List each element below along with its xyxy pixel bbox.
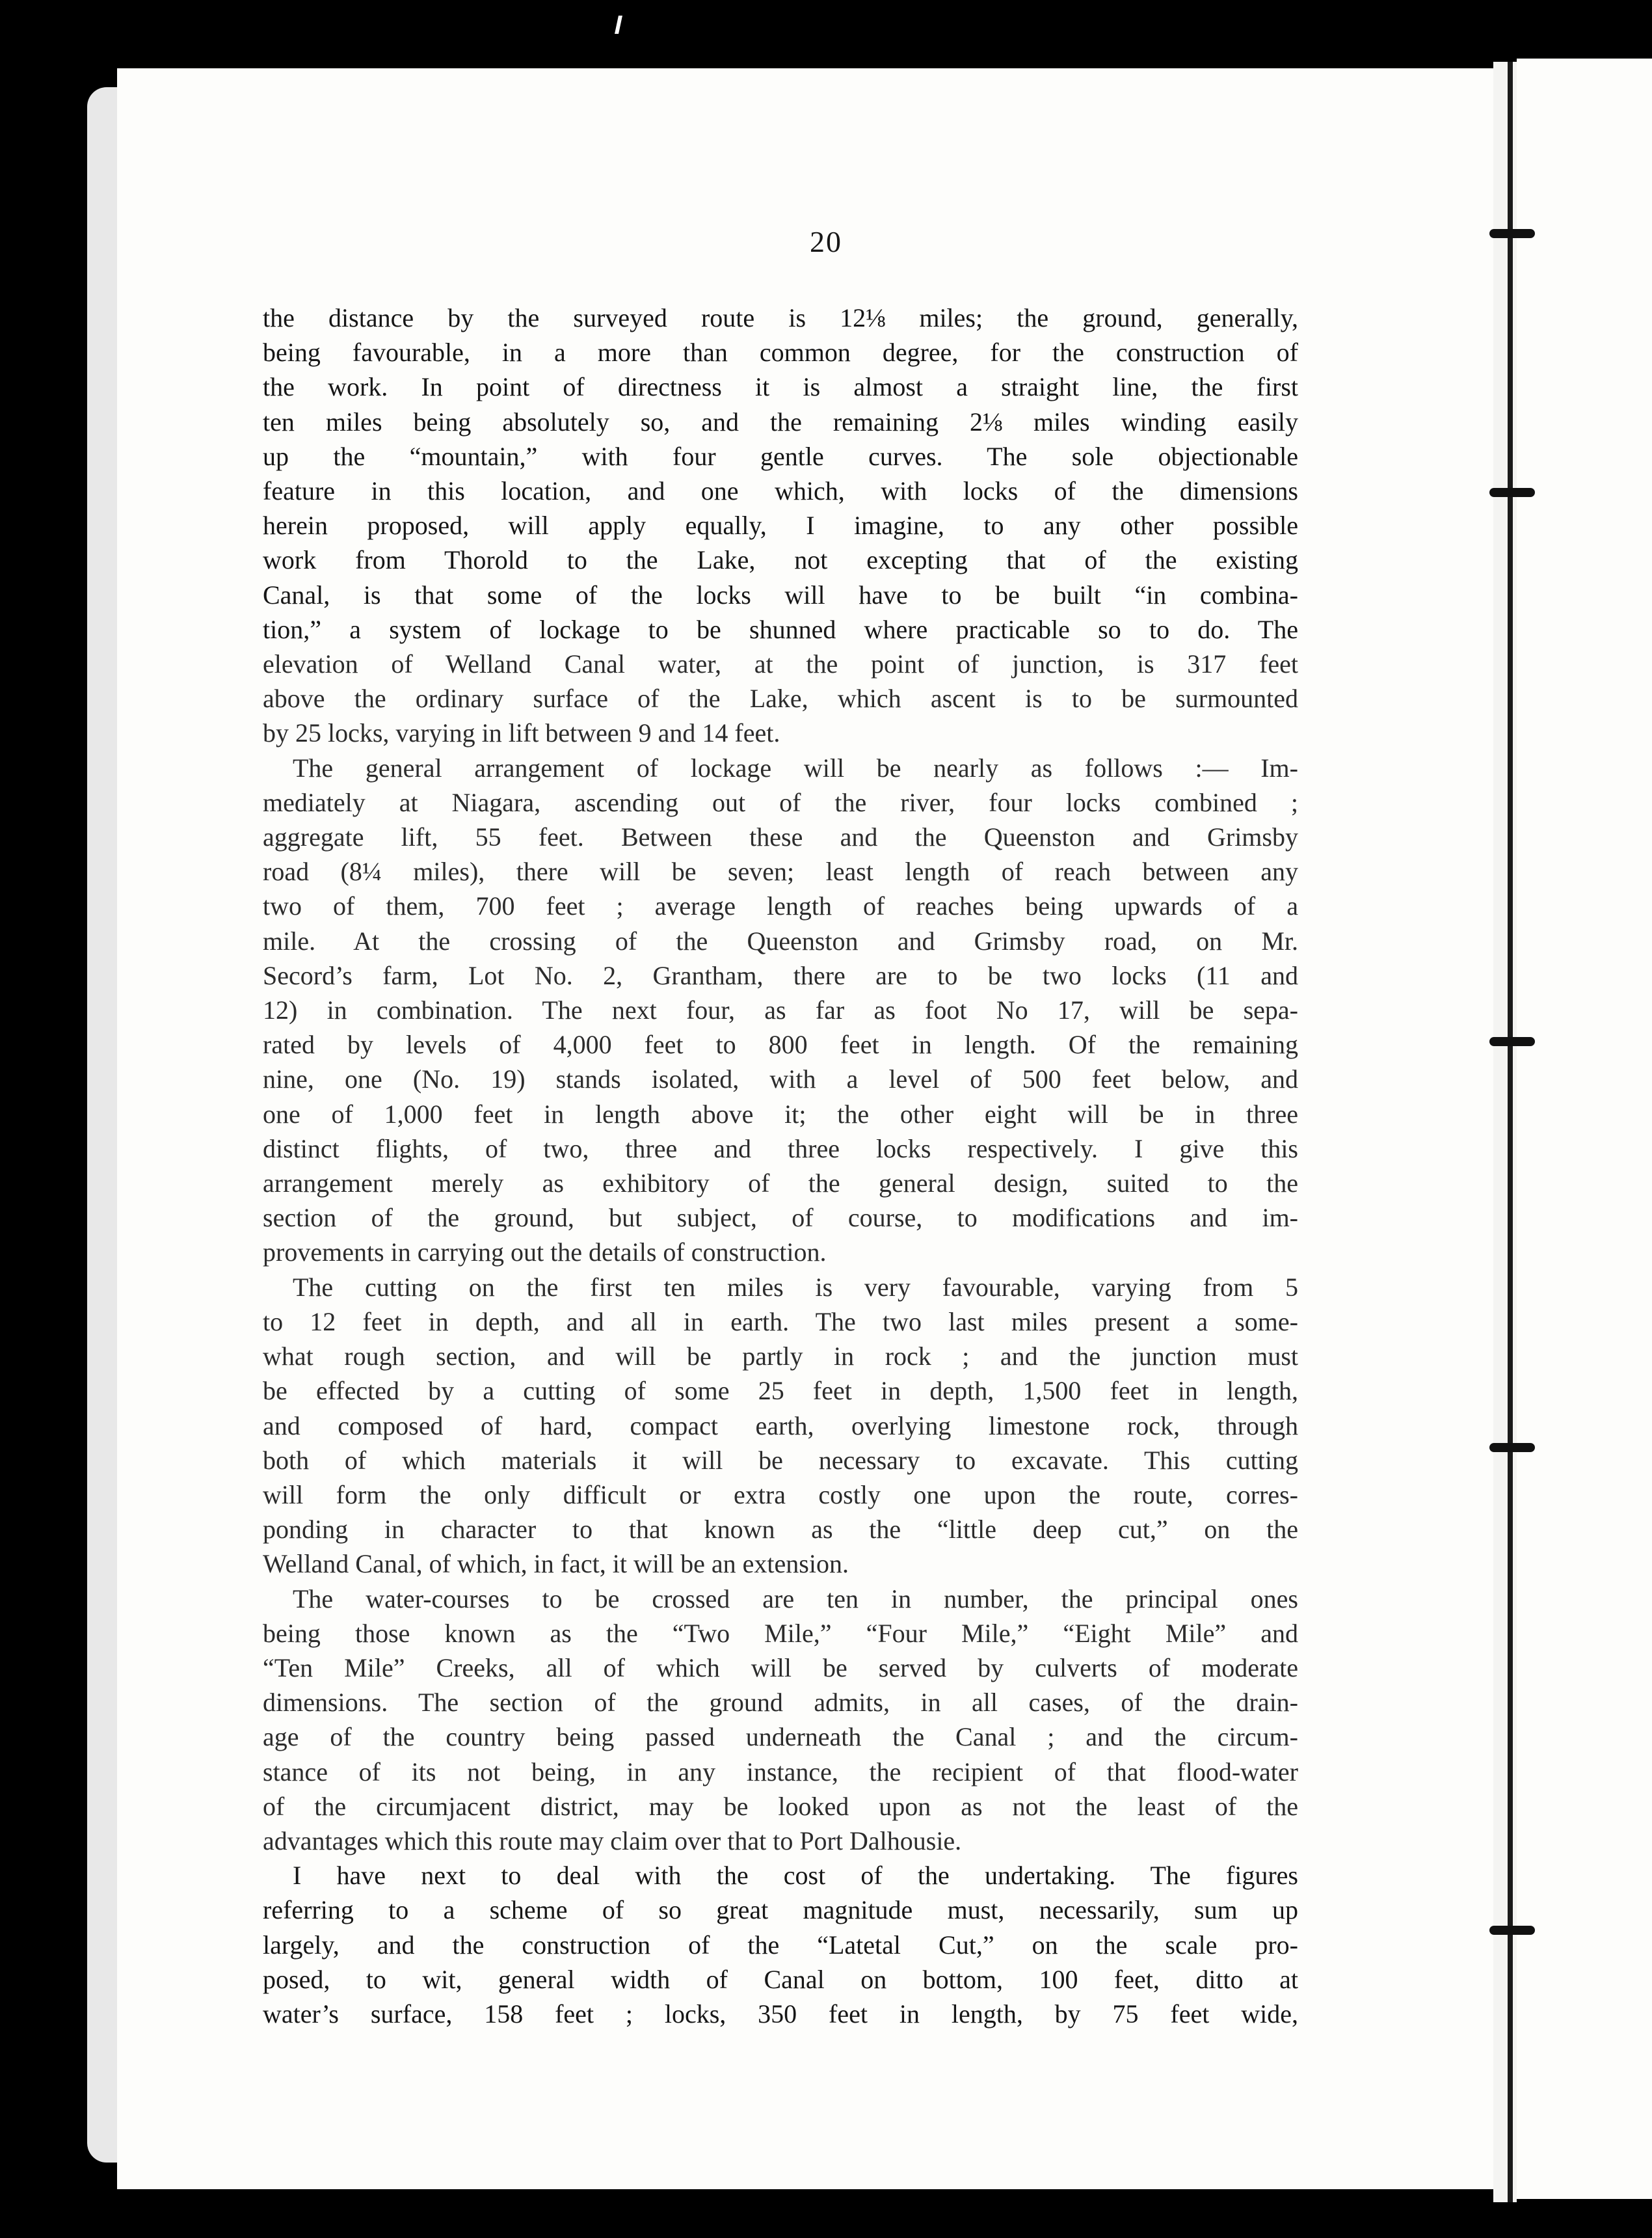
text-line: The general arrangement of lockage will be nearly as follows :— Im- xyxy=(293,753,1298,783)
text-line: being those known as the “Two Mile,” “Four Mile,” “Eight Mile” and xyxy=(263,1618,1298,1648)
text-line: Welland Canal, of which, in fact, it will be an extension. xyxy=(263,1549,849,1579)
text-line: advantages which this route may claim over that to Port Dalhousie. xyxy=(263,1826,962,1855)
text-line: mile. At the crossing of the Queenston and Grimsby road, on Mr. xyxy=(263,926,1298,956)
text-line: up the “mountain,” with four gentle curves. The sole objectionable xyxy=(263,441,1298,471)
text-line: posed, to wit, general width of Canal on bottom, 100 feet, ditto at xyxy=(263,1964,1298,1994)
page-number: 20 xyxy=(810,225,842,258)
text-line: what rough section, and will be partly in rock ; and the junction must xyxy=(263,1341,1298,1371)
binding-stitch xyxy=(1489,1926,1535,1935)
book-gutter xyxy=(1493,62,1517,2202)
text-line: both of which materials it will be necessary to excavate. This cutting xyxy=(263,1445,1298,1475)
scan-speck xyxy=(615,16,622,34)
text-line: the distance by the surveyed route is 12⅛ miles; the ground, generally, xyxy=(263,303,1298,332)
text-line: to 12 feet in depth, and all in earth. The two last miles present a some- xyxy=(263,1306,1298,1336)
text-line: above the ordinary surface of the Lake, which ascent is to be surmounted xyxy=(263,684,1298,714)
text-line: Canal, is that some of the locks will have to be built “in combina- xyxy=(263,580,1298,610)
text-line: feature in this location, and one which, with locks of the dimensions xyxy=(263,476,1298,506)
text-line: the work. In point of directness it is almost a straight line, the first xyxy=(263,372,1298,402)
binding-stitch xyxy=(1489,488,1535,497)
text-line: road (8¼ miles), there will be seven; least length of reach between any xyxy=(263,857,1298,887)
text-line: being favourable, in a more than common degree, for the construction of xyxy=(263,338,1298,368)
text-line: ponding in character to that known as the “little deep cut,” on the xyxy=(263,1515,1298,1544)
text-line: section of the ground, but subject, of course, to modifications and im- xyxy=(263,1203,1298,1233)
text-line: tion,” a system of lockage to be shunned where practicable so to do. The xyxy=(263,614,1298,644)
text-line: mediately at Niagara, ascending out of the river, four locks combined ; xyxy=(263,787,1298,817)
text-line: water’s surface, 158 feet ; locks, 350 feet in length, by 75 feet wide, xyxy=(263,1999,1298,2029)
text-line: provements in carrying out the details of construction. xyxy=(263,1237,827,1267)
text-line: “Ten Mile” Creeks, all of which will be served by culverts of moderate xyxy=(263,1652,1298,1682)
facing-page-edge xyxy=(1517,59,1652,2199)
text-line: ten miles being absolutely so, and the remaining 2⅛ miles winding easily xyxy=(263,407,1298,437)
text-line: of the circumjacent district, may be looked upon as not the least of the xyxy=(263,1791,1298,1821)
text-line: aggregate lift, 55 feet. Between these and the Queenston and Grimsby xyxy=(263,822,1298,852)
text-line: elevation of Welland Canal water, at the point of junction, is 317 feet xyxy=(263,649,1298,679)
text-line: largely, and the construction of the “Latetal Cut,” on the scale pro- xyxy=(263,1930,1298,1960)
text-line: age of the country being passed underneath the Canal ; and the circum- xyxy=(263,1722,1298,1752)
text-line: distinct flights, of two, three and three locks respectively. I give this xyxy=(263,1133,1298,1163)
text-line: and composed of hard, compact earth, overlying limestone rock, through xyxy=(263,1410,1298,1440)
text-line: be effected by a cutting of some 25 feet in depth, 1,500 feet in length, xyxy=(263,1376,1298,1406)
text-line: arrangement merely as exhibitory of the general design, suited to the xyxy=(263,1168,1298,1198)
text-line: I have next to deal with the cost of the undertaking. The figures xyxy=(293,1861,1298,1891)
text-line: stance of its not being, in any instance, the recipient of that flood-water xyxy=(263,1757,1298,1786)
text-line: will form the only difficult or extra costly one upon the route, corres- xyxy=(263,1479,1298,1509)
text-line: herein proposed, will apply equally, I imagine, to any other possible xyxy=(263,511,1298,541)
spine-binding-line xyxy=(1508,62,1513,2202)
text-line: rated by levels of 4,000 feet to 800 feet in length. Of the remaining xyxy=(263,1030,1298,1060)
text-line: nine, one (No. 19) stands isolated, with a level of 500 feet below, and xyxy=(263,1064,1298,1094)
text-line: two of them, 700 feet ; average length of reaches being upwards of a xyxy=(263,891,1298,921)
text-line: work from Thorold to the Lake, not excepting that of the existing xyxy=(263,545,1298,575)
text-line: by 25 locks, varying in lift between 9 and 14 feet. xyxy=(263,718,780,748)
text-line: one of 1,000 feet in length above it; the other eight will be in three xyxy=(263,1099,1298,1129)
text-line: The water-courses to be crossed are ten in number, the principal ones xyxy=(293,1584,1298,1613)
text-line: Secord’s farm, Lot No. 2, Grantham, there are to be two locks (11 and xyxy=(263,960,1298,990)
text-line: referring to a scheme of so great magnitude must, necessarily, sum up xyxy=(263,1895,1298,1925)
text-line: The cutting on the first ten miles is very favourable, varying from 5 xyxy=(293,1272,1298,1302)
text-line: 12) in combination. The next four, as far as foot No 17, will be sepa- xyxy=(263,995,1298,1025)
body-text xyxy=(263,301,1298,2031)
binding-stitch xyxy=(1489,1443,1535,1452)
binding-stitch xyxy=(1489,1037,1535,1046)
text-line: dimensions. The section of the ground admits, in all cases, of the drain- xyxy=(263,1688,1298,1718)
